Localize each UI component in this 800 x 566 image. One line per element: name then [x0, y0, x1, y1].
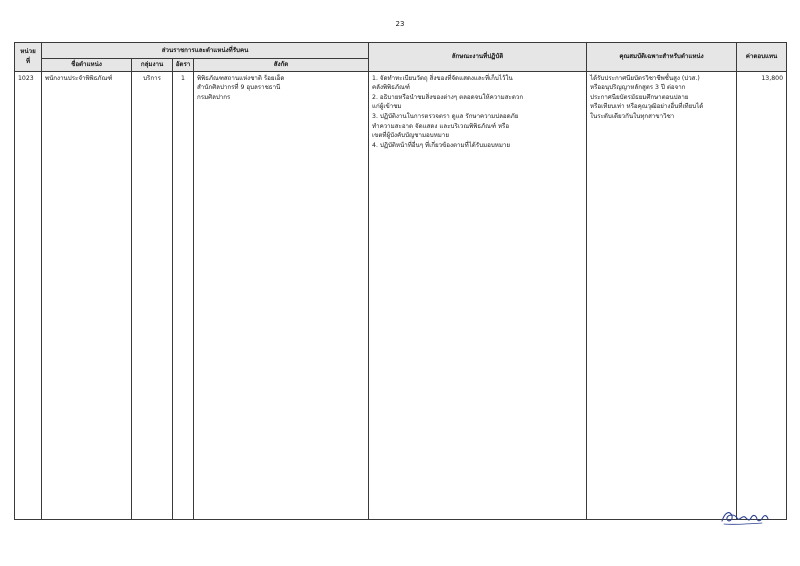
cell-affiliation — [194, 71, 369, 519]
cell-qualifications — [587, 71, 737, 519]
position-table — [14, 42, 787, 520]
header-duties: ลักษณะงานที่ปฏิบัติ — [369, 43, 587, 72]
table-row — [15, 71, 787, 519]
header-rate: อัตรา — [173, 59, 194, 72]
cell-duties — [369, 71, 587, 519]
qualification-line: หรือเทียบเท่า หรือคุณวุฒิอย่างอื่นที่เทียบได้ — [590, 103, 704, 111]
cell-position-name: พนักงานประจำพิพิธภัณฑ์ — [42, 71, 132, 519]
duty-item: 3. ปฏิบัติงานในการตรวจตรา ดูแล รักษาความปลอดภัย ทำความสะอาด จัดแสดง และบริเวณพิพิธภัณฑ์ หรือ เขตที่ผู้บังคับบัญชามอบหมาย — [372, 113, 519, 140]
duty-item: 4. ปฏิบัติหน้าที่อื่นๆ ที่เกี่ยวข้องตามที่ได้รับมอบหมาย — [372, 141, 511, 149]
qualification-line: ในระดับเดียวกันในทุกสาขาวิชา — [590, 113, 675, 121]
duty-item: 1. จัดทำทะเบียนวัตถุ สิ่งของที่จัดแสดงและที่เก็บไว้ใน คลังพิพิธภัณฑ์ — [372, 74, 513, 92]
cell-job-group: บริการ — [132, 71, 173, 519]
page-number: 23 — [395, 20, 405, 28]
header-qualifications: คุณสมบัติเฉพาะสำหรับตำแหน่ง — [587, 43, 737, 72]
qualification-line: ได้รับประกาศนียบัตรวิชาชีพชั้นสูง (ปวส.) — [590, 74, 700, 82]
cell-unit: 1023 — [15, 71, 42, 519]
header-unit: หน่วย ที่ — [15, 43, 42, 72]
cell-salary: 13,800 — [737, 71, 787, 519]
affiliation-line: กรมศิลปากร — [197, 93, 231, 101]
header-section-group: ส่วนราชการและตำแหน่งที่รับคน — [42, 43, 369, 59]
header-job-group: กลุ่มงาน — [132, 59, 173, 72]
header-affiliation: สังกัด — [194, 59, 369, 72]
header-salary: ค่าตอบแทน — [737, 43, 787, 72]
signature-icon — [718, 506, 774, 528]
duty-item: 2. อธิบายหรือนำชมสิ่งของต่างๆ ตลอดจนให้ความสะดวก แก่ผู้เข้าชม — [372, 93, 524, 111]
affiliation-line: สำนักศิลปากรที่ 9 อุบลราชธานี — [197, 84, 281, 92]
affiliation-line: พิพิธภัณฑสถานแห่งชาติ ร้อยเอ็ด — [197, 74, 285, 82]
qualification-line: หรืออนุปริญญาหลักสูตร 3 ปี ต่อจาก — [590, 84, 686, 92]
table-header — [15, 43, 787, 72]
header-position-name: ชื่อตำแหน่ง — [42, 59, 132, 72]
cell-rate: 1 — [173, 71, 194, 519]
qualification-line: ประกาศนียบัตรมัธยมศึกษาตอนปลาย — [590, 93, 689, 101]
